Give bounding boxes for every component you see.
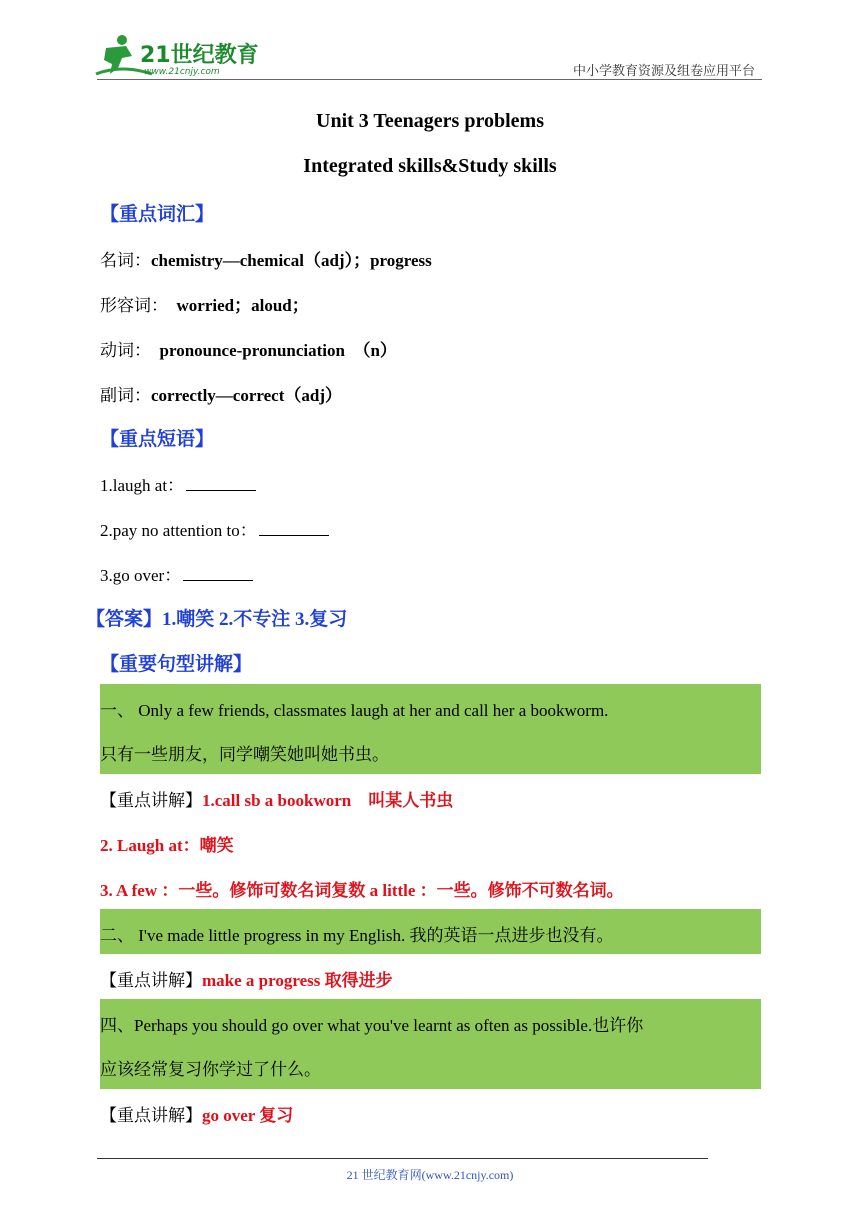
sentence-1-chinese: 只有一些朋友，同学嘲笑她叫她书虫。 xyxy=(100,745,389,764)
phrase-text: 3.go over： xyxy=(100,566,182,585)
vocab-adj-text: worried；aloud； xyxy=(176,296,309,315)
phrase-text: 2.pay no attention to： xyxy=(100,521,257,540)
phrase-text: 1.laugh at： xyxy=(100,476,185,495)
header-divider xyxy=(97,79,762,80)
vocab-adv-text: correctly—correct（adj） xyxy=(151,386,343,405)
sentence-1-explanation-2: 2. Laugh at：嘲笑 xyxy=(100,836,234,855)
vocab-adv xyxy=(100,381,342,406)
sentence-2-text: 二、 I've made little progress in my English. 我的英语一点进步也没有。 xyxy=(100,926,614,945)
explanation-text: 1.call sb a bookworn 叫某人书虫 xyxy=(202,791,454,810)
answer-blank xyxy=(186,476,256,491)
phrase-item xyxy=(100,516,329,541)
vocab-noun-label: 名词： xyxy=(100,251,151,270)
answer-line: 【答案】1.嘲笑 2.不专注 3.复习 xyxy=(86,609,348,630)
sentence-4-box xyxy=(100,999,761,1089)
header-platform-text: 中小学教育资源及组卷应用平台 xyxy=(572,64,755,79)
svg-text:21世纪教育: 21世纪教育 xyxy=(140,43,259,68)
phrases-heading: 【重点短语】 xyxy=(100,429,215,450)
explanation-text: go over 复习 xyxy=(202,1106,294,1125)
answer-blank xyxy=(259,521,329,536)
vocab-heading: 【重点词汇】 xyxy=(100,204,215,225)
sentence-2-explanation xyxy=(100,966,393,991)
vocab-adj xyxy=(100,291,309,316)
sentence-4-line-1: 四、Perhaps you should go over what you've learnt as often as possible.也许你 xyxy=(100,1016,644,1035)
vocab-adj-label: 形容词： xyxy=(100,296,168,315)
vocab-noun-text: chemistry—chemical（adj）；progress xyxy=(151,251,432,270)
explanation-text: make a progress 取得进步 xyxy=(202,971,393,990)
sentence-1-english: 一、 Only a few friends, classmates laugh at her and call her a bookworm. xyxy=(100,701,609,720)
vocab-adv-label: 副词： xyxy=(100,386,151,405)
sentence-1-explanation xyxy=(100,786,453,811)
explanation-label: 【重点讲解】 xyxy=(100,791,202,810)
vocab-verb xyxy=(100,336,397,361)
logo xyxy=(92,34,262,78)
vocab-verb-text: pronounce-pronunciation （n） xyxy=(159,341,397,360)
svg-text:www.21cnjy.com: www.21cnjy.com xyxy=(144,67,220,77)
explanation-label: 【重点讲解】 xyxy=(100,971,202,990)
page-title: Unit 3 Teenagers problems xyxy=(316,110,544,132)
sentence-2-box xyxy=(100,909,761,954)
logo-runner-icon xyxy=(92,34,262,78)
sentence-1-box xyxy=(100,684,761,774)
explanation-label: 【重点讲解】 xyxy=(100,1106,202,1125)
page-subtitle: Integrated skills&Study skills xyxy=(303,155,557,177)
sentence-4-line-2: 应该经常复习你学过了什么。 xyxy=(100,1060,321,1079)
vocab-noun xyxy=(100,246,432,271)
vocab-verb-label: 动词： xyxy=(100,341,151,360)
phrase-item xyxy=(100,561,253,586)
footer-divider xyxy=(97,1158,708,1159)
sentence-1-explanation-3: 3. A few ：一些。修饰可数名词复数 a little ：一些。修饰不可数名词。 xyxy=(100,881,624,900)
sentences-heading: 【重要句型讲解】 xyxy=(100,654,253,675)
answer-blank xyxy=(183,566,253,581)
footer-text: 21 世纪教育网(www.21cnjy.com) xyxy=(346,1168,514,1182)
sentence-4-explanation xyxy=(100,1101,293,1126)
phrase-item xyxy=(100,471,256,496)
